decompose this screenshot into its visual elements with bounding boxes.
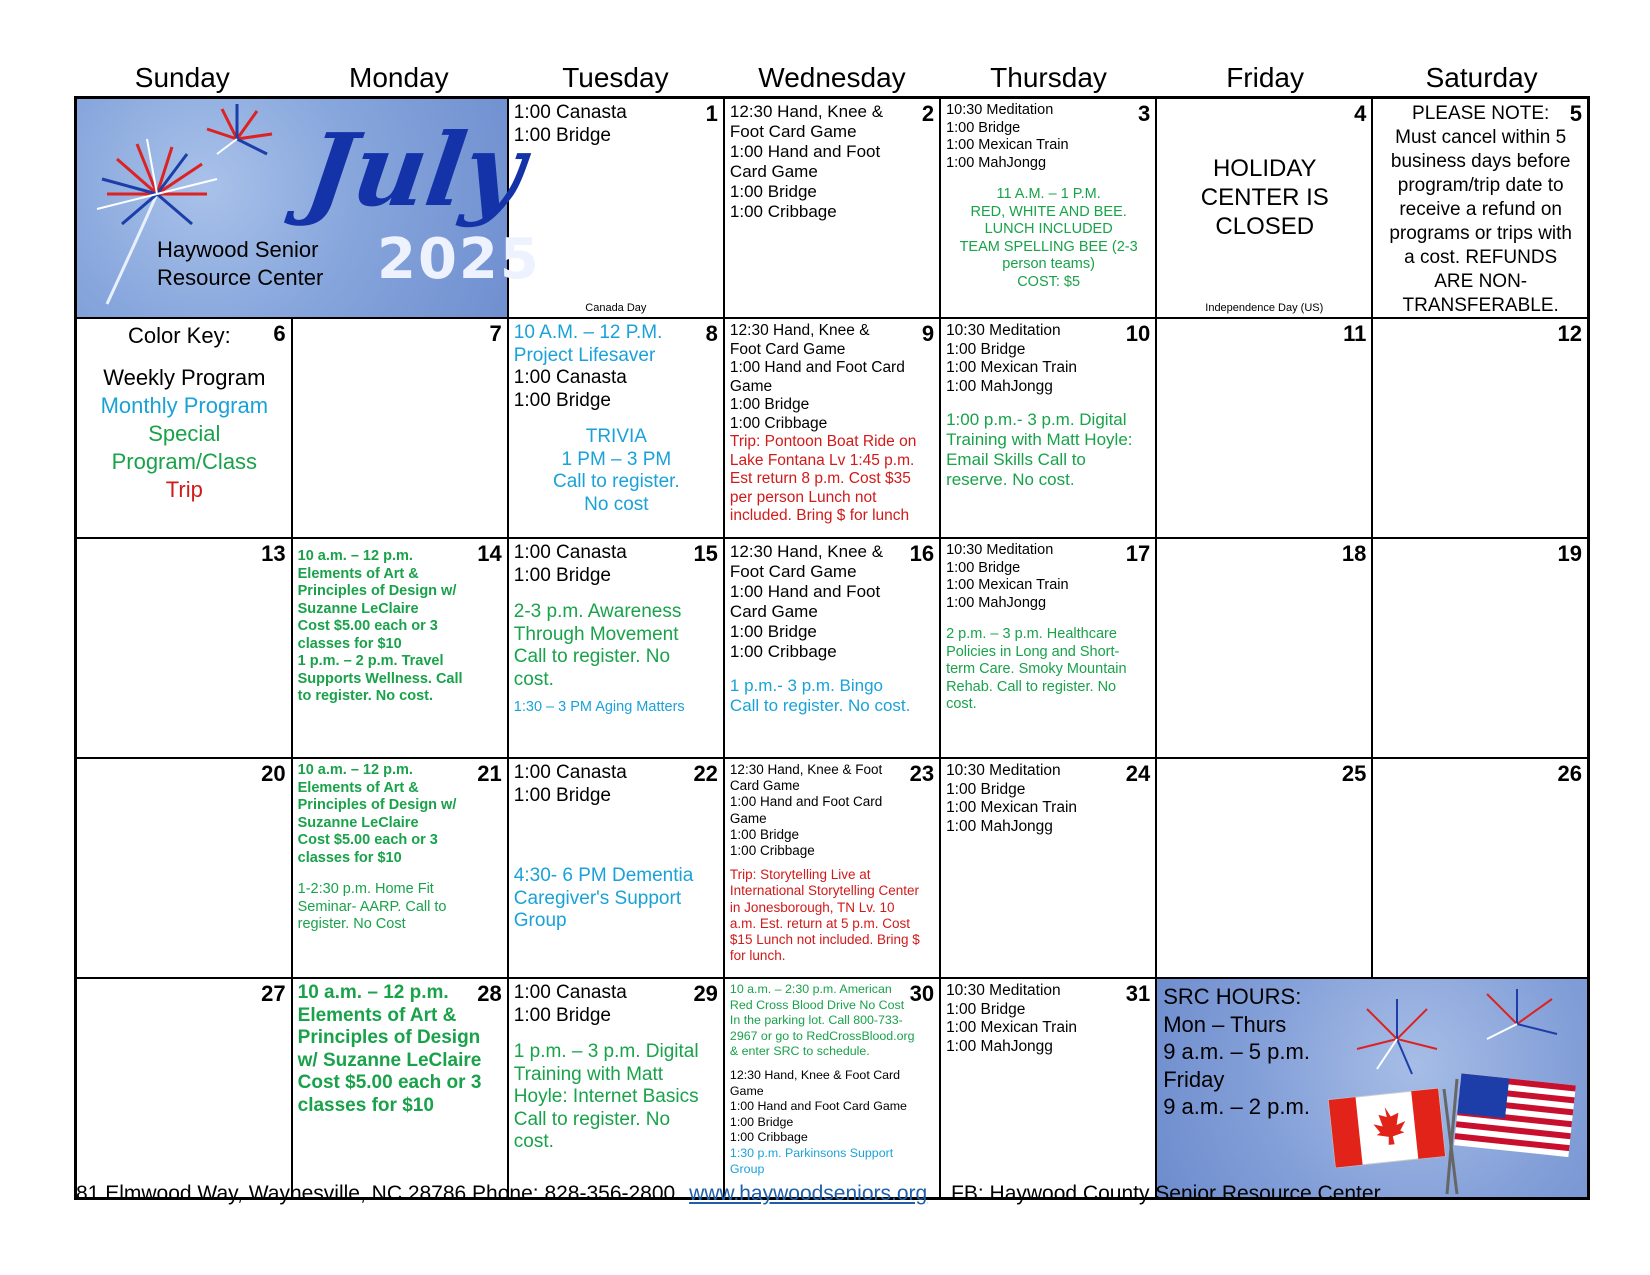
event-text: 1:00 p.m.- 3 p.m. Digital Training with Matt Hoyle: Email Skills Call to reserve. No cost. [946, 410, 1133, 489]
calendar-week [76, 318, 1589, 538]
day-number: 31 [1125, 981, 1151, 1006]
day-number: 11 [1343, 321, 1367, 346]
color-key-weekly: Weekly Program [103, 365, 266, 390]
dow-wednesday: Wednesday [758, 62, 906, 93]
calendar-week [76, 538, 1589, 758]
day-cell [724, 758, 940, 978]
color-key-trip: Trip [165, 477, 203, 502]
event-text: 10:30 Meditation 1:00 Bridge 1:00 Mexican Train 1:00 MahJongg [946, 762, 1078, 835]
calendar-week [76, 758, 1589, 978]
month-title: July [298, 111, 532, 229]
refund-note: PLEASE NOTE: Must cancel within 5 business days before program/trip date to receive a refund on programs or trips with a cost. REFUNDS ARE NON- TRANSFERABLE. [1389, 103, 1572, 316]
calendar-week [76, 98, 1589, 319]
footer-address: 81 Elmwood Way, Waynesville, NC 28786 Phone: 828-356-2800 [76, 1182, 676, 1205]
event-text: 1-2:30 p.m. Home Fit Seminar- AARP. Call to register. No Cost [297, 881, 447, 932]
day-cell [76, 978, 292, 1199]
event-text: 1 p.m.- 3 p.m. Bingo Call to register. No cost. [729, 676, 911, 715]
day-number: 2 [921, 101, 935, 126]
day-cell [508, 538, 724, 758]
calendar-grid [74, 96, 1590, 1200]
day-cell [292, 538, 508, 758]
day-number: 4 [1354, 101, 1367, 126]
color-key-monthly: Monthly Program [100, 393, 269, 418]
day-number: 17 [1125, 541, 1151, 566]
day-number: 3 [1137, 101, 1151, 126]
day-cell [508, 758, 724, 978]
event-text: 10:30 Meditation 1:00 Bridge 1:00 Mexican Train 1:00 MahJongg [946, 542, 1069, 611]
holiday-label: Independence Day (US) [1205, 302, 1324, 314]
event-text: 10 A.M. – 12 P.M. Project Lifesaver [513, 322, 663, 366]
day-cell [724, 978, 940, 1199]
day-cell [76, 758, 292, 978]
day-number: 12 [1557, 321, 1582, 346]
color-key-special: Special Program/Class [111, 421, 258, 474]
day-cell [1156, 538, 1372, 758]
day-number: 22 [693, 761, 718, 786]
center-hours: SRC HOURS: Mon – Thurs 9 a.m. – 5 p.m. Friday 9 a.m. – 2 p.m. [1163, 984, 1310, 1119]
event-text: 10:30 Meditation 1:00 Bridge 1:00 Mexican Train 1:00 MahJongg [946, 322, 1078, 395]
day-cell [724, 318, 940, 538]
day-cell [508, 978, 724, 1199]
event-text: 2 p.m. – 3 p.m. Healthcare Policies in Long and Short- term Care. Smoky Mountain Rehab. Call to register. No cost. [946, 626, 1127, 712]
event-text: 4:30- 6 PM Dementia Caregiver's Support Group [513, 865, 694, 931]
event-text: 10 a.m. – 12 p.m. Elements of Art & Principles of Design w/ Suzanne LeClaire Cost $5.00 each or 3 classes for $10 [297, 982, 482, 1116]
day-number: 16 [909, 541, 935, 566]
dow-monday: Monday [349, 62, 449, 93]
event-text: 12:30 Hand, Knee & Foot Card Game 1:00 Hand and Foot Card Game 1:00 Bridge 1:00 Cribbage [729, 762, 883, 859]
hours-banner [1156, 978, 1588, 1199]
day-cell [76, 538, 292, 758]
day-cell [940, 758, 1156, 978]
day-number: 14 [477, 541, 502, 566]
day-cell [724, 538, 940, 758]
website-link[interactable]: www.haywoodseniors.org [689, 1182, 928, 1205]
day-number: 6 [273, 321, 286, 346]
dow-saturday: Saturday [1425, 62, 1538, 93]
day-number: 23 [909, 761, 935, 786]
event-text: 10:30 Meditation 1:00 Bridge 1:00 Mexican Train 1:00 MahJongg [946, 982, 1078, 1055]
footer [76, 1181, 1381, 1207]
day-of-week-header [74, 60, 1590, 96]
event-text: 1:00 Canasta 1:00 Bridge [513, 102, 627, 146]
event-text: Trip: Pontoon Boat Ride on Lake Fontana Lv 1:45 p.m. Est return 8 p.m. Cost $35 per person Lunch not included. Bring $ for lunch [729, 433, 917, 524]
event-text: TRIVIA 1 PM – 3 PM Call to register. No cost [552, 426, 680, 515]
event-text: 10:30 Meditation 1:00 Bridge 1:00 Mexican Train 1:00 MahJongg [946, 102, 1069, 171]
day-number: 13 [261, 541, 286, 566]
day-number: 28 [477, 981, 502, 1006]
day-number: 7 [489, 321, 502, 346]
day-number: 25 [1341, 761, 1367, 786]
year-title: 2025 [377, 227, 541, 292]
day-cell [1372, 538, 1588, 758]
day-cell [1372, 758, 1588, 978]
day-cell [1156, 758, 1372, 978]
day-cell [940, 538, 1156, 758]
hours-background [1157, 979, 1587, 1197]
event-text: 11 A.M. – 1 P.M. RED, WHITE AND BEE. LUNCH INCLUDED TEAM SPELLING BEE (2-3 person teams) COST: $5 [959, 186, 1138, 290]
event-text: Trip: Storytelling Live at International Storytelling Center in Jonesborough, TN Lv. 10 a.m. Est. return at 5 p.m. Cost $15 Lunch not included. Bring $ for lunch. [729, 867, 920, 964]
day-number: 21 [477, 761, 502, 786]
day-number: 24 [1125, 761, 1151, 786]
event-text: 12:30 Hand, Knee & Foot Card Game 1:00 Hand and Foot Card Game 1:00 Bridge 1:00 Cribbage [729, 542, 884, 661]
dow-sunday: Sunday [134, 62, 230, 93]
day-number: 26 [1557, 761, 1582, 786]
event-text: 1:00 Canasta 1:00 Bridge [513, 542, 627, 586]
day-number: 9 [921, 321, 935, 346]
day-cell [292, 978, 508, 1199]
event-text: 12:30 Hand, Knee & Foot Card Game 1:00 Hand and Foot Card Game 1:00 Bridge 1:00 Cribbage [729, 322, 905, 432]
day-cell [1156, 98, 1372, 319]
day-cell [508, 318, 724, 538]
dow-friday: Friday [1226, 62, 1304, 93]
day-cell [940, 98, 1156, 319]
day-number: 15 [693, 541, 718, 566]
closed-notice: HOLIDAY CENTER IS CLOSED [1200, 155, 1329, 240]
event-text: 12:30 Hand, Knee & Foot Card Game 1:00 Hand and Foot Card Game 1:00 Bridge 1:00 Cribbage [729, 102, 884, 221]
event-text: 10 a.m. – 12 p.m. Elements of Art & Principles of Design w/ Suzanne LeClaire Cost $5.00 each or 3 classes for $10 [297, 762, 457, 866]
event-text: 10 a.m. – 12 p.m. Elements of Art & Principles of Design w/ Suzanne LeClaire Cost $5.00 each or 3 classes for $10 1 p.m. – 2 p.m. Travel Supports Wellness. Call to register. No cost. [297, 548, 463, 704]
day-number: 19 [1557, 541, 1582, 566]
day-cell [1156, 318, 1372, 538]
holiday-label: Canada Day [585, 302, 647, 314]
event-text: 1:00 Canasta 1:00 Bridge [513, 762, 627, 806]
day-cell [940, 978, 1156, 1199]
dow-thursday: Thursday [990, 62, 1107, 93]
day-number: 30 [909, 981, 935, 1006]
event-text: 1:00 Canasta 1:00 Bridge [513, 982, 627, 1026]
event-text: 10 a.m. – 2:30 p.m. American Red Cross Blood Drive No Cost In the parking lot. Call 800-733- 2967 or go to RedCrossBlood.org & enter SRC to schedule. [729, 982, 915, 1059]
footer-facebook: FB: Haywood County Senior Resource Center [951, 1182, 1381, 1205]
event-text: 1:30 – 3 PM Aging Matters [513, 699, 685, 715]
day-cell [292, 758, 508, 978]
day-cell [1372, 98, 1588, 319]
calendar-week [76, 978, 1589, 1199]
event-text: 2-3 p.m. Awareness Through Movement Call to register. No cost. [513, 601, 682, 690]
event-text: 12:30 Hand, Knee & Foot Card Game 1:00 Hand and Foot Card Game 1:00 Bridge 1:00 Cribbage [729, 1067, 907, 1145]
banner-background [77, 99, 541, 317]
day-number: 18 [1341, 541, 1367, 566]
day-number: 5 [1569, 101, 1582, 126]
event-text: 1:30 p.m. Parkinsons Support Group [729, 1145, 894, 1176]
day-cell [76, 318, 292, 538]
day-number: 29 [693, 981, 718, 1006]
day-number: 20 [261, 761, 286, 786]
day-cell [508, 98, 724, 319]
event-text: 1 p.m. – 3 p.m. Digital Training with Matt Hoyle: Internet Basics Call to register. No cost. [513, 1041, 699, 1152]
day-cell [724, 98, 940, 319]
month-banner [76, 98, 541, 319]
day-cell [292, 318, 508, 538]
day-number: 27 [261, 981, 286, 1006]
day-cell [940, 318, 1156, 538]
color-key-title: Color Key: [128, 323, 231, 348]
dow-tuesday: Tuesday [562, 62, 669, 93]
org-name: Haywood Senior Resource Center [157, 237, 324, 290]
day-number: 10 [1125, 321, 1151, 346]
event-text: 1:00 Canasta 1:00 Bridge [513, 367, 627, 411]
day-number: 8 [705, 321, 718, 346]
day-cell [1372, 318, 1588, 538]
day-number: 1 [705, 101, 718, 126]
